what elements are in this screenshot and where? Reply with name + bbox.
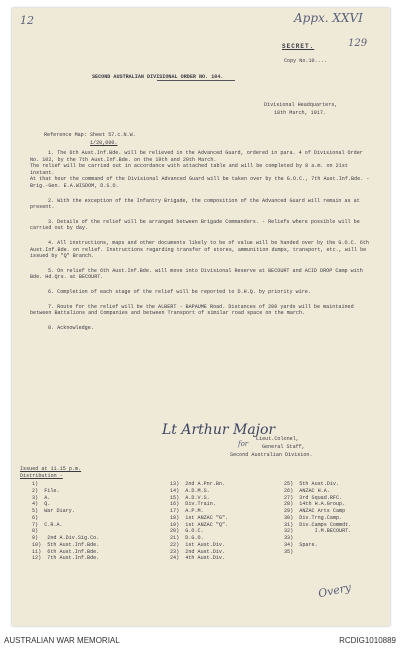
distribution-entry: 30) Div.Trng.Camp. — [284, 514, 343, 521]
distribution-entry: 13) 2nd A.Pnr.Bn. — [170, 481, 226, 487]
footer-record-id: RCDIG1010889 — [339, 636, 396, 645]
distribution-entry: 18) 1st ANZAC "G". — [170, 514, 229, 521]
distribution-entry: 7) C.R.A. — [32, 521, 63, 528]
distribution-entry: 22) 1st Aust.Div. — [170, 541, 226, 548]
reference-map: Reference Map: Sheet 57.c.N.W. — [44, 132, 136, 138]
distribution-entry: 1) — [32, 481, 39, 487]
distribution-col-2 — [170, 481, 228, 562]
footer-archive-name: AUSTRALIAN WAR MEMORIAL — [4, 636, 120, 645]
order-title: SECOND AUSTRALIAN DIVISIONAL ORDER NO. 104. — [92, 74, 224, 80]
distribution-entry: 31) Div.Camps Commdt. — [284, 521, 352, 528]
distribution-entry: 15) A.D.V.S. — [170, 494, 210, 501]
distribution-entry: 20) G.O.C. — [170, 528, 204, 535]
paragraph-4: 4. All instructions, maps and other documents likely to be of value will be handed over by the G.O.C. 6th Aust.Inf.Bde. on relief. Instructions regarding transfer of stores, ammunition dumps, transport, etc., will be issued by "Q" Branch. — [30, 239, 369, 260]
paragraph-2: 2. With the exception of the Infantry Brigade, the composition of the Advanced Guard will remain as at present. — [30, 197, 360, 211]
distribution-entry: 4) Q. — [32, 501, 51, 508]
paragraph-5: 5. On relief the 6th Aust.Inf.Bde. will move into Divisional Reserve at BECOURT and ACID DROP Camp with Bde. Hd.Qrs. at BECOURT. — [30, 267, 363, 281]
distribution-entry: 11) 6th Aust.Inf.Bde. — [32, 548, 100, 555]
distribution-entry: 16) Div.Train. — [170, 501, 216, 508]
order-date: 18th March, 1917. — [274, 110, 326, 116]
order-paragraphs — [30, 150, 374, 331]
hq-line: Divisional Headquarters, — [264, 102, 338, 108]
annotation-page-number: 129 — [348, 38, 368, 49]
distribution-heading: Distribution - — [20, 473, 63, 479]
archive-footer — [0, 628, 402, 654]
annotation-appendix: Appx. XXVI — [294, 11, 363, 25]
issued-time: Issued at 11.15 p.m. — [20, 466, 82, 472]
distribution-entry: 27) 3rd Squad.RFC. — [284, 494, 343, 501]
distribution-entry: 14) A.D.M.S. — [170, 487, 210, 494]
paragraph-3: 3. Details of the relief will be arranged between Brigade Commanders. - Reliefs where possible will be carried out by day. — [30, 218, 360, 232]
signature-rank: Lieut.Colonel, — [256, 436, 299, 442]
distribution-entry: 34) Spare. — [284, 541, 318, 548]
annotation-top-left: 12 — [20, 14, 34, 27]
distribution-entry: 8) — [32, 528, 39, 535]
distribution-entry: 5) War Diary. — [32, 508, 75, 514]
distribution-entry: 28) 14th H.A.Group. — [284, 501, 346, 508]
distribution-entry: 3) A. — [32, 494, 51, 501]
distribution-entry: 10) 5th Aust.Inf.Bde. — [32, 541, 100, 548]
document-page — [12, 8, 390, 626]
distribution-entry: 21) D.G.O. — [170, 535, 204, 541]
distribution-entry: 6) — [32, 514, 39, 521]
distribution-entry: 19) 1st ANZAC "Q". — [170, 521, 229, 528]
paragraph-6: 6. Completion of each stage of the relief will be reported to D.H.Q. by priority wire. — [48, 288, 311, 295]
distribution-entry: 26) ANZAC H.A. — [284, 487, 330, 494]
distribution-col-1 — [32, 481, 99, 562]
signature-handwritten: Lt Arthur Major — [162, 422, 276, 438]
signature-role: General Staff, — [262, 444, 305, 450]
distribution-entry: 9) 2nd A.Div.Sig.Co. — [32, 535, 100, 541]
distribution-entry: 35) — [284, 548, 294, 555]
distribution-entry: 2) File. — [32, 487, 60, 494]
distribution-entry: 17) A.P.M. — [170, 508, 204, 514]
distribution-entry: 24) 4th Aust.Div. — [170, 555, 226, 562]
distribution-entry: 29) ANZAC Arts Camp — [284, 508, 346, 514]
copy-number: Copy No.10.... — [284, 58, 327, 64]
title-rule — [157, 80, 235, 81]
secret-marking: SECRET. — [282, 43, 315, 50]
signature-for: for — [238, 440, 249, 448]
distribution-entry: 32) I.M.BECOURT. — [284, 528, 352, 535]
handwritten-note-bottom: Overy — [317, 580, 353, 601]
distribution-entry: 33) — [284, 535, 294, 541]
signature-unit: Second Australian Division. — [230, 452, 313, 458]
distribution-entry: 23) 2nd Aust.Div. — [170, 548, 226, 555]
distribution-entry: 25) 5th Aust.Div. — [284, 481, 340, 487]
distribution-col-3 — [284, 481, 351, 555]
paragraph-1: 1. The 6th Aust.Inf.Bde. will be relieved in the Advanced Guard, ordered in para. 4 of Divisional Order No. 102, by the 7th Aust.Inf.Bde. on the 19th and 20th March. The relief will be carried out in accordance with attached table and will be completed by 8 a.m. on 21st instant. At that hour the command of the Divisional Advanced Guard will be taken over by the G.O.C., 7th Aust.Inf.Bde. - Brig.-Gen. E.A.WISDOM, D.S.O. — [30, 150, 370, 189]
reference-scale: 1/20,000. — [90, 140, 118, 146]
paragraph-7: 7. Route for the relief will be the ALBERT - BAPAUME Road. Distances of 200 yards will be maintained between Battalions and Companies and between Transport of similar road space on the march. — [30, 303, 354, 317]
distribution-entry: 12) 7th Aust.Inf.Bde. — [32, 555, 100, 562]
paragraph-8: 8. Acknowledge. — [48, 324, 94, 331]
